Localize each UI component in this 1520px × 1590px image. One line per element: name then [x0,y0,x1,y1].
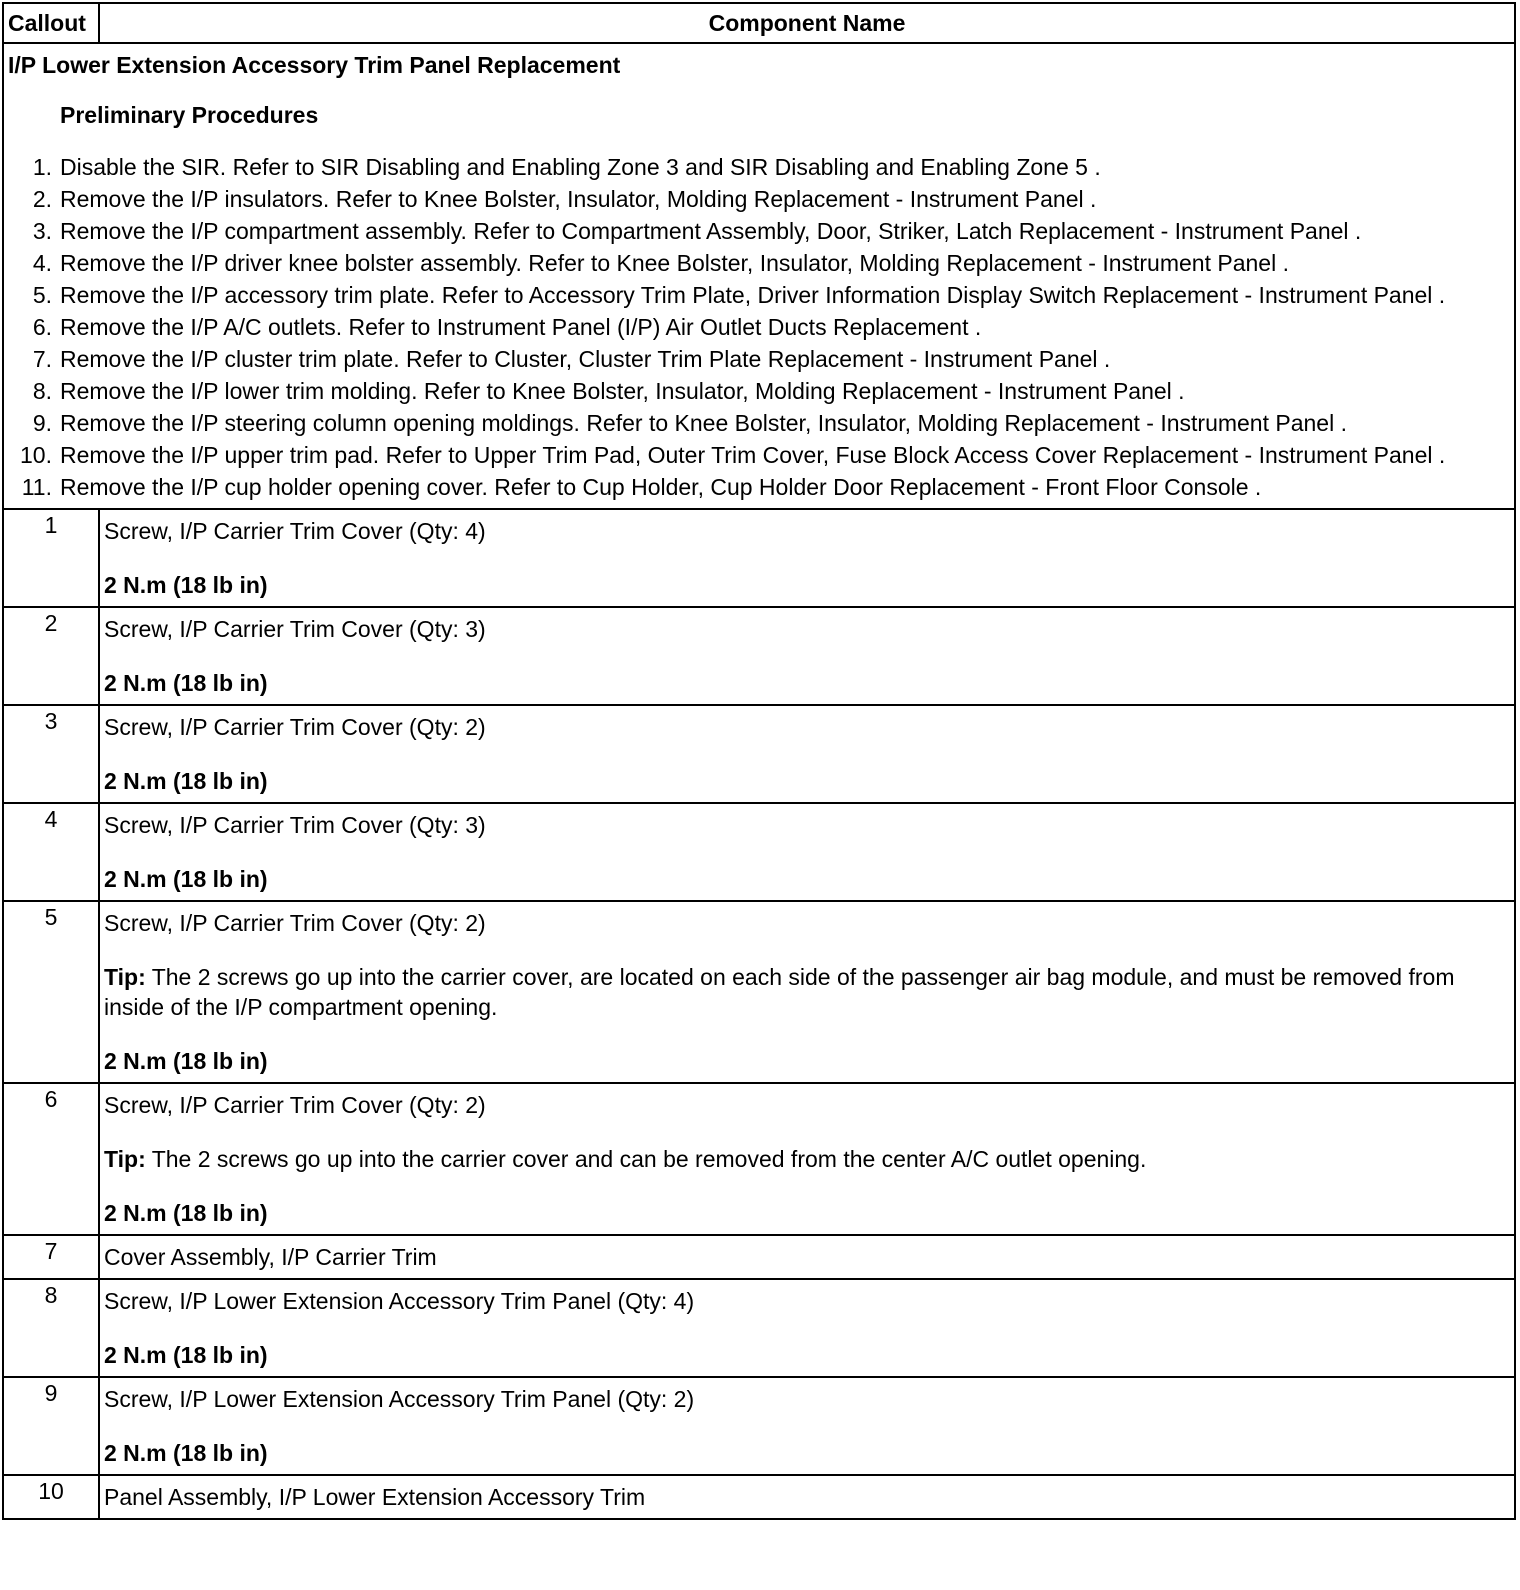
step-text: Remove the I/P steering column opening moldings. Refer to Knee Bolster, Insulator, Molding Replacement - Instrument Panel . [60,410,1347,436]
step-number: 2. [32,186,52,212]
step-text: Remove the I/P upper trim pad. Refer to Upper Trim Pad, Outer Trim Cover, Fuse Block Access Cover Replacement - Instrument Panel . [60,442,1446,468]
step-number: 3. [32,218,52,244]
table-row [3,509,1515,607]
procedure-step [8,440,1508,470]
torque-spec: 2 N.m (18 lb in) [104,670,268,696]
procedure-step [8,152,1508,182]
callout-cell: 7 [3,1235,99,1279]
component-name: Screw, I/P Carrier Trim Cover (Qty: 2) [104,714,486,740]
step-number: 7. [32,346,52,372]
component-name: Cover Assembly, I/P Carrier Trim [104,1244,437,1270]
callout-cell: 3 [3,705,99,803]
callout-cell: 2 [3,607,99,705]
step-text: Remove the I/P cluster trim plate. Refer to Cluster, Cluster Trim Plate Replacement - Instrument Panel . [60,346,1111,372]
step-text: Remove the I/P cup holder opening cover. Refer to Cup Holder, Cup Holder Door Replacement - Front Floor Console . [60,474,1262,500]
component-cell [99,1083,1515,1235]
component-name: Screw, I/P Lower Extension Accessory Trim Panel (Qty: 2) [104,1386,695,1412]
callout-cell: 4 [3,803,99,901]
step-number: 1. [32,154,52,180]
torque-spec: 2 N.m (18 lb in) [104,1048,268,1074]
preliminary-steps-list [8,152,1508,502]
table-row [3,1475,1515,1519]
table-row [3,1377,1515,1475]
component-name: Panel Assembly, I/P Lower Extension Accessory Trim [104,1484,646,1510]
step-number: 5. [32,282,52,308]
callout-cell: 1 [3,509,99,607]
procedure-step [8,376,1508,406]
callout-cell: 5 [3,901,99,1083]
torque-spec: 2 N.m (18 lb in) [104,1342,268,1368]
component-cell [99,1279,1515,1377]
procedure-step [8,184,1508,214]
table-row [3,1083,1515,1235]
procedure-row [3,43,1515,509]
table-row [3,901,1515,1083]
callout-cell: 8 [3,1279,99,1377]
table-row [3,1235,1515,1279]
torque-spec: 2 N.m (18 lb in) [104,768,268,794]
step-text: Disable the SIR. Refer to SIR Disabling and Enabling Zone 3 and SIR Disabling and Enabling Zone 5 . [60,154,1101,180]
component-cell [99,1235,1515,1279]
component-name: Screw, I/P Carrier Trim Cover (Qty: 4) [104,518,486,544]
header-row [3,3,1515,43]
torque-spec: 2 N.m (18 lb in) [104,866,268,892]
procedure-step [8,344,1508,374]
preliminary-heading: Preliminary Procedures [60,102,319,128]
procedure-step [8,472,1508,502]
procedure-cell [3,43,1515,509]
step-text: Remove the I/P A/C outlets. Refer to Instrument Panel (I/P) Air Outlet Ducts Replacement . [60,314,982,340]
torque-spec: 2 N.m (18 lb in) [104,572,268,598]
component-name: Screw, I/P Lower Extension Accessory Trim Panel (Qty: 4) [104,1288,695,1314]
tip-label: Tip: [104,964,146,990]
step-text: Remove the I/P insulators. Refer to Knee Bolster, Insulator, Molding Replacement - Instrument Panel . [60,186,1097,212]
component-cell [99,901,1515,1083]
tip-text: The 2 screws go up into the carrier cover and can be removed from the center A/C outlet opening. [145,1146,1147,1172]
step-text: Remove the I/P compartment assembly. Refer to Compartment Assembly, Door, Striker, Latch Replacement - Instrument Panel . [60,218,1362,244]
component-name: Screw, I/P Carrier Trim Cover (Qty: 2) [104,910,486,936]
table-row [3,803,1515,901]
step-number: 6. [32,314,52,340]
component-cell [99,705,1515,803]
procedure-step [8,312,1508,342]
tip-text: The 2 screws go up into the carrier cover, are located on each side of the passenger air bag module, and must be removed from inside of the I/P compartment opening. [104,964,1455,1020]
callout-header: Callout [3,3,99,43]
component-cell [99,509,1515,607]
procedure-step [8,248,1508,278]
table-row [3,607,1515,705]
table-row [3,1279,1515,1377]
step-text: Remove the I/P lower trim molding. Refer to Knee Bolster, Insulator, Molding Replacement - Instrument Panel . [60,378,1185,404]
callout-cell: 9 [3,1377,99,1475]
step-text: Remove the I/P accessory trim plate. Refer to Accessory Trim Plate, Driver Information Display Switch Replacement - Instrument Panel . [60,282,1446,308]
tip-note [104,1144,1508,1174]
component-cell [99,1475,1515,1519]
tip-note [104,962,1508,1022]
procedure-step [8,216,1508,246]
component-cell [99,1377,1515,1475]
step-number: 10. [20,442,52,468]
component-name: Screw, I/P Carrier Trim Cover (Qty: 3) [104,812,486,838]
component-name: Screw, I/P Carrier Trim Cover (Qty: 3) [104,616,486,642]
component-name: Screw, I/P Carrier Trim Cover (Qty: 2) [104,1092,486,1118]
step-number: 4. [32,250,52,276]
torque-spec: 2 N.m (18 lb in) [104,1200,268,1226]
step-number: 9. [32,410,52,436]
procedure-step [8,280,1508,310]
torque-spec: 2 N.m (18 lb in) [104,1440,268,1466]
step-number: 11. [21,474,52,500]
component-cell [99,607,1515,705]
component-cell [99,803,1515,901]
component-table [2,2,1516,1520]
component-name-header: Component Name [99,3,1515,43]
procedure-title: I/P Lower Extension Accessory Trim Panel Replacement [8,52,621,78]
callout-cell: 10 [3,1475,99,1519]
step-text: Remove the I/P driver knee bolster assembly. Refer to Knee Bolster, Insulator, Molding Replacement - Instrument Panel . [60,250,1289,276]
tip-label: Tip: [104,1146,146,1172]
callout-cell: 6 [3,1083,99,1235]
procedure-step [8,408,1508,438]
step-number: 8. [32,378,52,404]
table-row [3,705,1515,803]
